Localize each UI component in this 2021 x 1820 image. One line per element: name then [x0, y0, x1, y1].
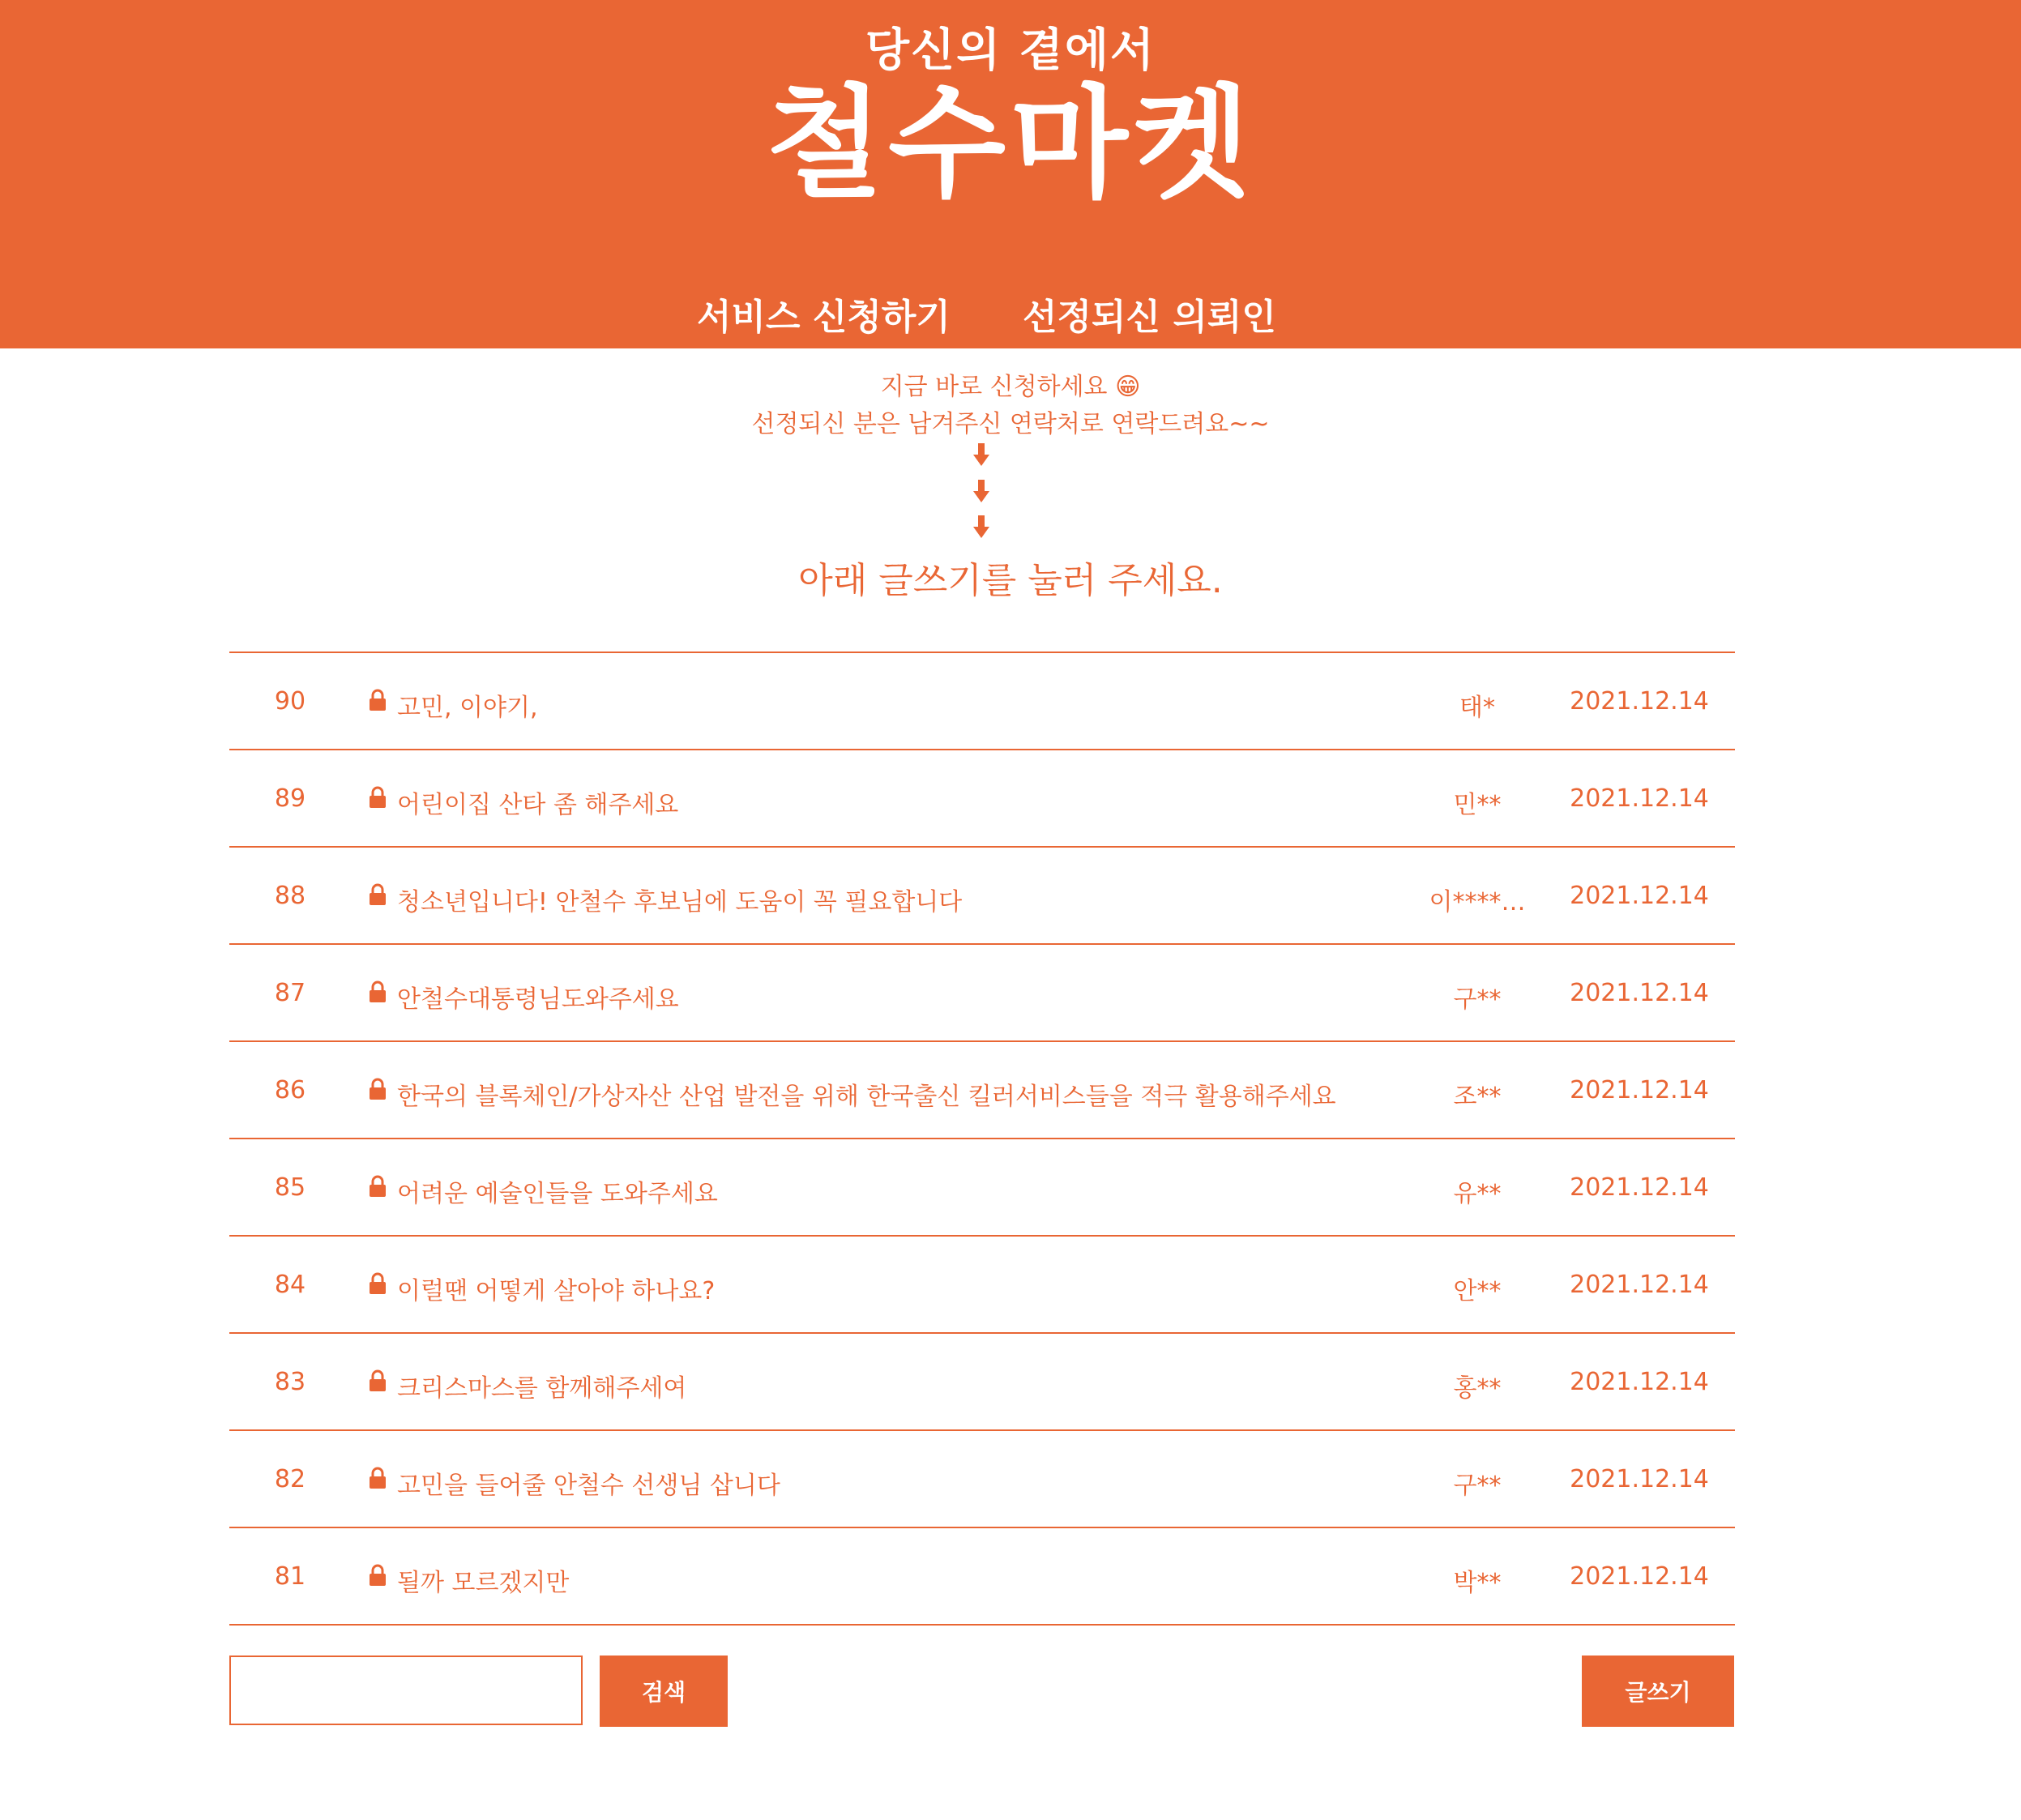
post-date: 2021.12.14 — [1570, 784, 1709, 813]
post-row[interactable] — [229, 945, 1735, 1042]
post-number: 89 — [274, 784, 306, 813]
post-date: 2021.12.14 — [1570, 687, 1709, 716]
post-author: 홍** — [1453, 1374, 1502, 1403]
down-arrow-icon — [973, 443, 989, 468]
lock-icon — [369, 980, 387, 1003]
post-row[interactable] — [229, 1334, 1735, 1431]
post-title[interactable]: 고민, 이야기, — [397, 694, 538, 722]
lock-icon — [369, 1272, 387, 1295]
post-row[interactable] — [229, 1139, 1735, 1237]
post-date: 2021.12.14 — [1570, 1465, 1709, 1493]
post-row[interactable] — [229, 1042, 1735, 1139]
post-row[interactable] — [229, 750, 1735, 848]
lock-icon — [369, 1564, 387, 1587]
lock-icon — [369, 1369, 387, 1392]
post-row[interactable] — [229, 653, 1735, 750]
post-number: 88 — [274, 882, 306, 910]
post-author: 박** — [1453, 1569, 1502, 1597]
post-number: 90 — [274, 687, 306, 716]
post-title[interactable]: 안철수대통령님도와주세요 — [397, 985, 679, 1014]
post-date: 2021.12.14 — [1570, 1368, 1709, 1396]
nav-selected-clients[interactable]: 선정되신 의뢰인 — [1023, 297, 1276, 338]
intro-cta: 아래 글쓰기를 눌러 주세요. — [798, 560, 1223, 601]
post-title[interactable]: 한국의 블록체인/가상자산 산업 발전을 위해 한국출신 킬러서비스들을 적극 활용해주세요 — [397, 1083, 1336, 1111]
post-number: 85 — [274, 1173, 306, 1202]
post-title[interactable]: 청소년입니다! 안철수 후보님에 도움이 꼭 필요합니다 — [397, 888, 963, 916]
post-number: 81 — [274, 1562, 306, 1591]
lock-icon — [369, 1078, 387, 1100]
lock-icon — [369, 1467, 387, 1489]
lock-icon — [369, 883, 387, 906]
post-date: 2021.12.14 — [1570, 882, 1709, 910]
post-author: 구** — [1453, 985, 1502, 1014]
post-title[interactable]: 어려운 예술인들을 도와주세요 — [397, 1180, 718, 1208]
write-post-button[interactable]: 글쓰기 — [1582, 1656, 1734, 1727]
post-date: 2021.12.14 — [1570, 979, 1709, 1007]
post-date: 2021.12.14 — [1570, 1271, 1709, 1299]
post-list — [229, 652, 1735, 1626]
post-row[interactable] — [229, 1431, 1735, 1528]
post-date: 2021.12.14 — [1570, 1173, 1709, 1202]
post-number: 84 — [274, 1271, 306, 1299]
post-title[interactable]: 고민을 들어줄 안철수 선생님 삽니다 — [397, 1472, 780, 1500]
post-row[interactable] — [229, 848, 1735, 945]
site-logo-text[interactable]: 철수마켓 — [766, 74, 1255, 215]
search-button[interactable]: 검색 — [600, 1656, 728, 1727]
down-arrow-icon — [973, 480, 989, 504]
lock-icon — [369, 786, 387, 809]
post-date: 2021.12.14 — [1570, 1562, 1709, 1591]
down-arrow-icon — [973, 515, 989, 540]
intro-apply-now: 지금 바로 신청하세요 😁 — [880, 373, 1141, 401]
post-author: 안** — [1453, 1277, 1502, 1305]
nav-service-apply[interactable]: 서비스 신청하기 — [697, 297, 951, 338]
post-author: 유** — [1453, 1180, 1502, 1208]
post-title[interactable]: 이럴땐 어떻게 살아야 하나요? — [397, 1277, 716, 1305]
post-author: 민** — [1453, 791, 1502, 819]
post-date: 2021.12.14 — [1570, 1076, 1709, 1104]
post-title[interactable]: 될까 모르겠지만 — [397, 1569, 570, 1597]
site-header — [0, 0, 2021, 348]
post-number: 83 — [274, 1368, 306, 1396]
post-row[interactable] — [229, 1237, 1735, 1334]
intro-contact-note: 선정되신 분은 남겨주신 연락처로 연락드려요~~ — [751, 410, 1270, 438]
post-author: 태* — [1459, 694, 1495, 722]
post-row[interactable] — [229, 1528, 1735, 1626]
post-number: 82 — [274, 1465, 306, 1493]
post-author: 구** — [1453, 1472, 1502, 1500]
post-title[interactable]: 어린이집 산타 좀 해주세요 — [397, 791, 679, 819]
lock-icon — [369, 1175, 387, 1198]
post-number: 87 — [274, 979, 306, 1007]
search-input[interactable] — [229, 1656, 583, 1725]
post-title[interactable]: 크리스마스를 함께해주세여 — [397, 1374, 687, 1403]
lock-icon — [369, 689, 387, 711]
post-author: 이****… — [1429, 888, 1526, 916]
post-number: 86 — [274, 1076, 306, 1104]
site-tagline: 당신의 곁에서 — [865, 24, 1156, 77]
post-author: 조** — [1453, 1083, 1502, 1111]
